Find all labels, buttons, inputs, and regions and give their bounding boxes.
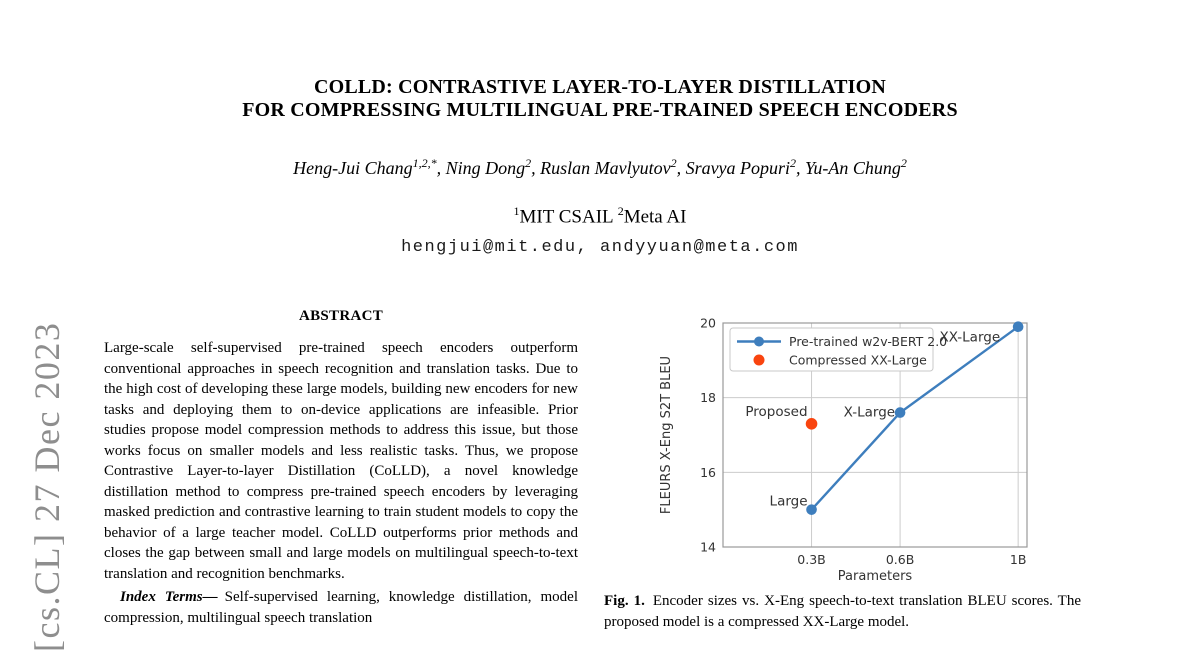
author-superscript: 1,2,* <box>412 156 437 170</box>
abstract-text: Large-scale self-supervised pre-trained speech encoders outperform conventional approaches in speech recognition and translation tasks. Due to the high cost of developing these large models, building new encoders for new tasks and deploying them to on-device applications are infeasible. Prior studies propose model compression methods to address this issue, but those works focus on smaller models and less realistic tasks. Thus, we propose Contrastive Layer-to-layer Distillation (CoLLD), a novel knowledge distillation method to compress pre-trained speech encoders by leveraging masked prediction and contrastive learning to train student models to copy the behavior of a large teacher model. CoLLD outperforms prior methods and closes the gap between small and large models on multilingual speech-to-text translation and recognition benchmarks. <box>104 340 578 582</box>
paper-title <box>0 76 1200 122</box>
affiliation-superscript: 1 <box>513 204 520 218</box>
x-axis-label: Parameters <box>837 569 913 584</box>
paper-header <box>0 76 1200 276</box>
point-label: Proposed <box>745 403 808 420</box>
index-terms <box>104 587 578 628</box>
legend-marker <box>754 337 764 347</box>
x-tick-label: 0.6B <box>885 552 915 567</box>
y-tick-label: 20 <box>700 315 716 331</box>
figure-1-chart <box>650 300 1070 585</box>
affiliation-superscript: 2 <box>617 204 624 218</box>
y-tick-label: 14 <box>700 539 716 555</box>
author-name: Ruslan Mavlyutov <box>540 158 671 178</box>
legend-marker <box>754 355 765 366</box>
data-point <box>895 407 906 418</box>
author-name: Sravya Popuri <box>685 158 791 178</box>
author-list: Heng-Jui Chang$^{1,2,*}$, Ning Dong$^2$, Ruslan Mavlyutov$^2$, Sravya Popuri$^2$, Yu-An Chung$^2$ <box>293 156 907 178</box>
point-label: Large <box>769 493 808 510</box>
author-name: Yu-An Chung <box>805 158 901 178</box>
index-terms-label: Index Terms— <box>120 589 218 605</box>
y-axis-label: FLEURS X-Eng S2T BLEU <box>659 355 674 515</box>
author-superscript: 2 <box>790 156 797 170</box>
affiliation-name: Meta AI <box>623 206 687 228</box>
author-name: Heng-Jui Chang <box>293 158 413 178</box>
figure-caption-label: Fig. 1. <box>604 593 645 609</box>
author-name: Ning Dong <box>445 158 526 178</box>
x-tick-label: 0.3B <box>797 552 826 567</box>
author-superscript: 2 <box>525 156 532 170</box>
author-superscript: 2 <box>900 156 907 170</box>
email-line: hengjui@mit.edu, andyyuan@meta.com <box>401 238 799 257</box>
index-terms-text: Self-supervised learning, knowledge distillation, model compression, multilingual speech translation <box>104 589 579 626</box>
y-tick-label: 18 <box>700 390 716 406</box>
affiliation-line <box>0 204 1200 228</box>
abstract-section <box>104 308 578 628</box>
x-tick-label: 1B <box>1009 552 1027 567</box>
point-label: X-Large <box>843 404 896 421</box>
legend-label: Pre-trained w2v-BERT 2.0 <box>789 334 948 349</box>
y-tick-label: 16 <box>700 464 716 480</box>
figure-1-caption <box>604 591 1081 632</box>
paper-title-line1: COLLD: CONTRASTIVE LAYER-TO-LAYER DISTILLATION <box>313 76 887 98</box>
paper-title-line2: FOR COMPRESSING MULTILINGUAL PRE-TRAINED SPEECH ENCODERS <box>242 99 958 121</box>
figure-caption-text: Encoder sizes vs. X-Eng speech-to-text translation BLEU scores. The proposed model is a compressed XX-Large model. <box>604 593 1081 630</box>
legend-label: Compressed XX-Large <box>789 352 927 368</box>
data-point <box>1013 321 1024 332</box>
data-point <box>806 504 817 515</box>
affiliation-name: MIT CSAIL <box>519 206 613 228</box>
author-superscript: 2 <box>670 156 677 170</box>
point-label: XX-Large <box>939 329 1001 346</box>
arxiv-banner: [cs.CL] 27 Dec 2023 <box>27 321 67 652</box>
abstract-heading: ABSTRACT <box>298 308 384 324</box>
